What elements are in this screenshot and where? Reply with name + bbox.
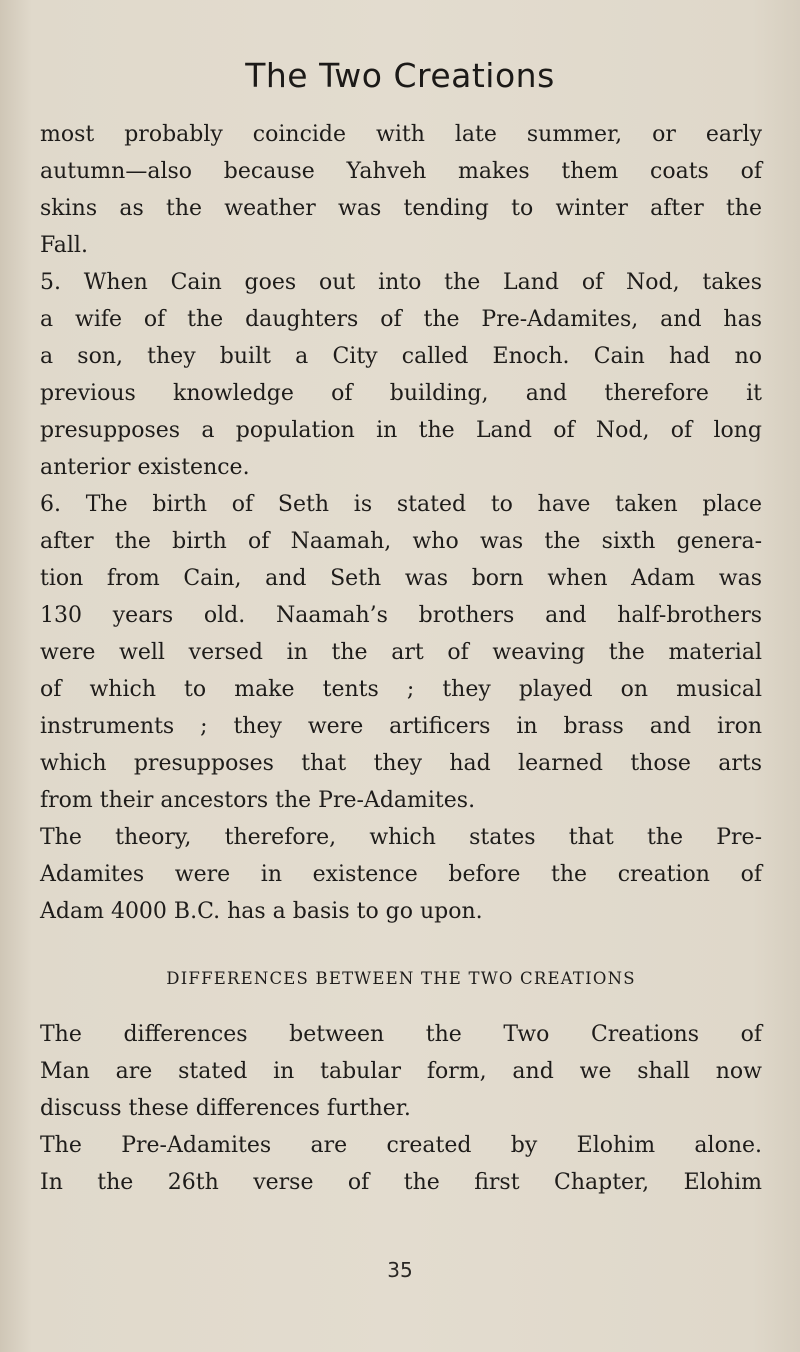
paragraph-6 xyxy=(40,1127,762,1201)
text-line: discuss these differences further. xyxy=(40,1096,411,1121)
text-line: anterior existence. xyxy=(40,455,250,480)
text-line: instruments ; they were artificers in brass and iron xyxy=(40,714,762,739)
text-line: The differences between the Two Creations of xyxy=(40,1022,762,1047)
text-line: Adam 4000 B.C. has a basis to go upon. xyxy=(40,899,483,924)
page-number: 35 xyxy=(387,1258,413,1282)
text-line: presupposes a population in the Land of Nod, of long xyxy=(40,418,762,443)
text-line: of which to make tents ; they played on musical xyxy=(40,677,762,702)
text-line: The theory, therefore, which states that the Pre- xyxy=(40,825,762,850)
paragraph-5 xyxy=(40,1016,762,1127)
text-line: a son, they built a City called Enoch. Cain had no xyxy=(40,344,762,369)
text-line: Fall. xyxy=(40,233,88,258)
paragraph-1 xyxy=(40,116,762,264)
body-text xyxy=(40,116,762,1201)
running-head: The Two Creations xyxy=(245,56,555,95)
text-line: which presupposes that they had learned those arts xyxy=(40,751,762,776)
text-line: were well versed in the art of weaving the material xyxy=(40,640,762,665)
text-line: Adamites were in existence before the creation of xyxy=(40,862,762,887)
text-line: Man are stated in tabular form, and we shall now xyxy=(40,1059,762,1084)
paragraph-3 xyxy=(40,486,762,819)
text-line: 130 years old. Naamah’s brothers and half-brothers xyxy=(40,603,762,628)
paragraph-4 xyxy=(40,819,762,930)
text-line: tion from Cain, and Seth was born when Adam was xyxy=(40,566,762,591)
text-line: most probably coincide with late summer, or early xyxy=(40,122,762,147)
text-line: previous knowledge of building, and therefore it xyxy=(40,381,762,406)
text-line: 6. The birth of Seth is stated to have taken place xyxy=(40,492,762,517)
text-line: In the 26th verse of the first Chapter, Elohim xyxy=(40,1170,762,1195)
text-line: skins as the weather was tending to winter after the xyxy=(40,196,762,221)
text-line: The Pre-Adamites are created by Elohim alone. xyxy=(40,1133,762,1158)
text-line: autumn—also because Yahveh makes them coats of xyxy=(40,159,762,184)
text-line: from their ancestors the Pre-Adamites. xyxy=(40,788,476,813)
text-line: after the birth of Naamah, who was the sixth genera- xyxy=(40,529,762,554)
section-heading: DIFFERENCES BETWEEN THE TWO CREATIONS xyxy=(166,969,636,988)
paragraph-2 xyxy=(40,264,762,486)
text-line: a wife of the daughters of the Pre-Adamites, and has xyxy=(40,307,762,332)
text-line: 5. When Cain goes out into the Land of Nod, takes xyxy=(40,270,762,295)
